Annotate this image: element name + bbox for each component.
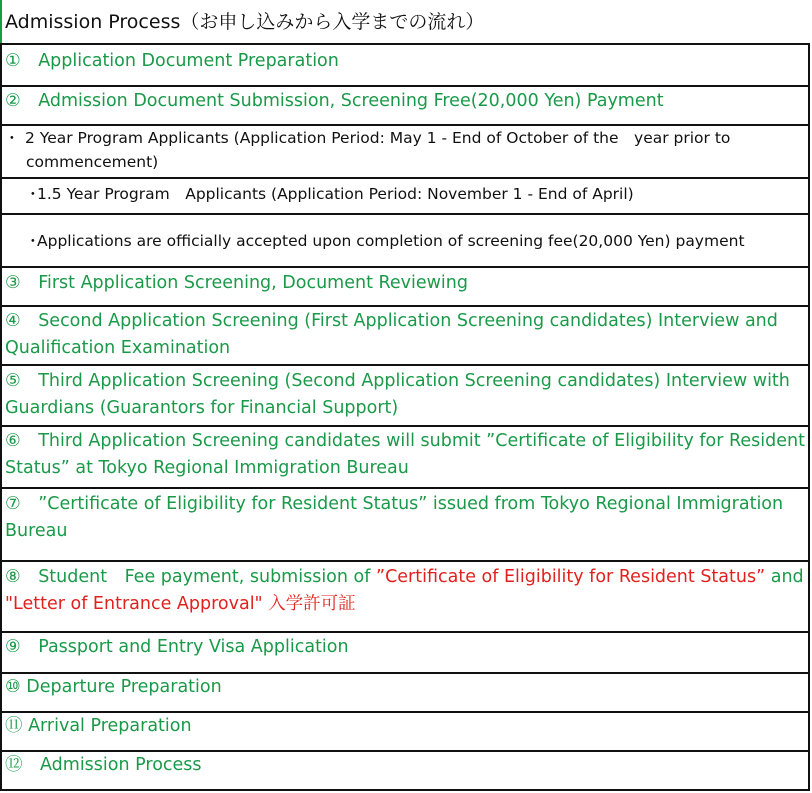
step-8-text: [5, 564, 806, 618]
row-divider: [0, 213, 810, 215]
step-4-text: ④ Second Application Screening (First Application Screening candidates) Interview and Qualification Examination: [5, 311, 778, 358]
step-row-6: [0, 427, 810, 488]
step-row-1: [0, 45, 810, 86]
row-divider: [0, 124, 810, 126]
step-8-and: and: [770, 567, 804, 587]
step-10-text: ⑩ Departure Preparation: [5, 677, 222, 697]
step-row-11: [0, 713, 810, 751]
row-divider: [0, 43, 810, 45]
step-row-8: [0, 562, 810, 632]
row-divider: [0, 305, 810, 307]
step-2-text: ② Admission Document Submission, Screening Free(20,000 Yen) Payment: [5, 91, 664, 111]
detail-2-text: [29, 182, 806, 206]
detail-1-bullet: ･: [8, 129, 16, 147]
detail-3-text: [29, 229, 806, 253]
title-row: [0, 0, 810, 44]
row-divider: [0, 425, 810, 427]
row-divider: [0, 711, 810, 713]
detail-row-1: [0, 126, 810, 178]
row-divider: [0, 266, 810, 268]
step-row-3: [0, 268, 810, 306]
step-5-text: ⑤ Third Application Screening (Second Application Screening candidates) Interview with Guardians (Guarantors for Financial Support): [5, 371, 790, 418]
step-row-5: [0, 366, 810, 426]
row-divider: [0, 750, 810, 752]
step-3-text: ③ First Application Screening, Document Reviewing: [5, 273, 468, 293]
row-divider: [0, 789, 810, 791]
detail-1-text: [8, 126, 806, 174]
detail-row-3: [0, 215, 810, 267]
step-row-12: [0, 752, 810, 790]
step-6-text: ⑥ Third Application Screening candidates will submit ”Certificate of Eligibility for Resident Status” at Tokyo Regional Immigration Bureau: [5, 431, 805, 478]
right-border: [808, 43, 810, 791]
row-divider: [0, 85, 810, 87]
row-divider: [0, 560, 810, 562]
step-11-text: ⑪ Arrival Preparation: [5, 716, 192, 736]
step-row-4: [0, 307, 810, 365]
step-row-7: [0, 489, 810, 561]
step-8-entrance-letter: "Letter of Entrance Approval" 入学許可証: [5, 594, 356, 614]
step-12-text: ⑫ Admission Process: [5, 755, 202, 775]
step-row-2: [0, 86, 810, 126]
detail-2-bullet: ･: [29, 185, 37, 203]
step-8-certificate: ”Certificate of Eligibility for Resident Status”: [376, 567, 766, 587]
row-divider: [0, 364, 810, 366]
step-1-text: ① Application Document Preparation: [5, 51, 339, 71]
row-divider: [0, 487, 810, 489]
step-7-text: ⑦ ”Certificate of Eligibility for Resident Status” issued from Tokyo Regional Immigration Bureau: [5, 494, 784, 541]
step-9-text: ⑨ Passport and Entry Visa Application: [5, 637, 349, 657]
row-divider: [0, 631, 810, 633]
step-row-9: [0, 633, 810, 673]
detail-row-2: [0, 179, 810, 214]
left-border: [0, 43, 2, 791]
detail-3-content: Applications are officially accepted upon completion of screening fee(20,000 Yen) payment: [37, 232, 745, 250]
row-divider: [0, 672, 810, 674]
detail-2-content: 1.5 Year Program Applicants (Application Period: November 1 - End of April): [37, 185, 634, 203]
step-row-10: [0, 674, 810, 712]
detail-3-bullet: ･: [29, 232, 37, 250]
page-title: Admission Process（お申し込みから入学までの流れ）: [5, 11, 485, 33]
detail-1-content: 2 Year Program Applicants (Application Period: May 1 - End of October of the year prior to commencement): [25, 129, 731, 171]
step-8-prefix: ⑧ Student Fee payment, submission of: [5, 567, 371, 587]
row-divider: [0, 177, 810, 179]
